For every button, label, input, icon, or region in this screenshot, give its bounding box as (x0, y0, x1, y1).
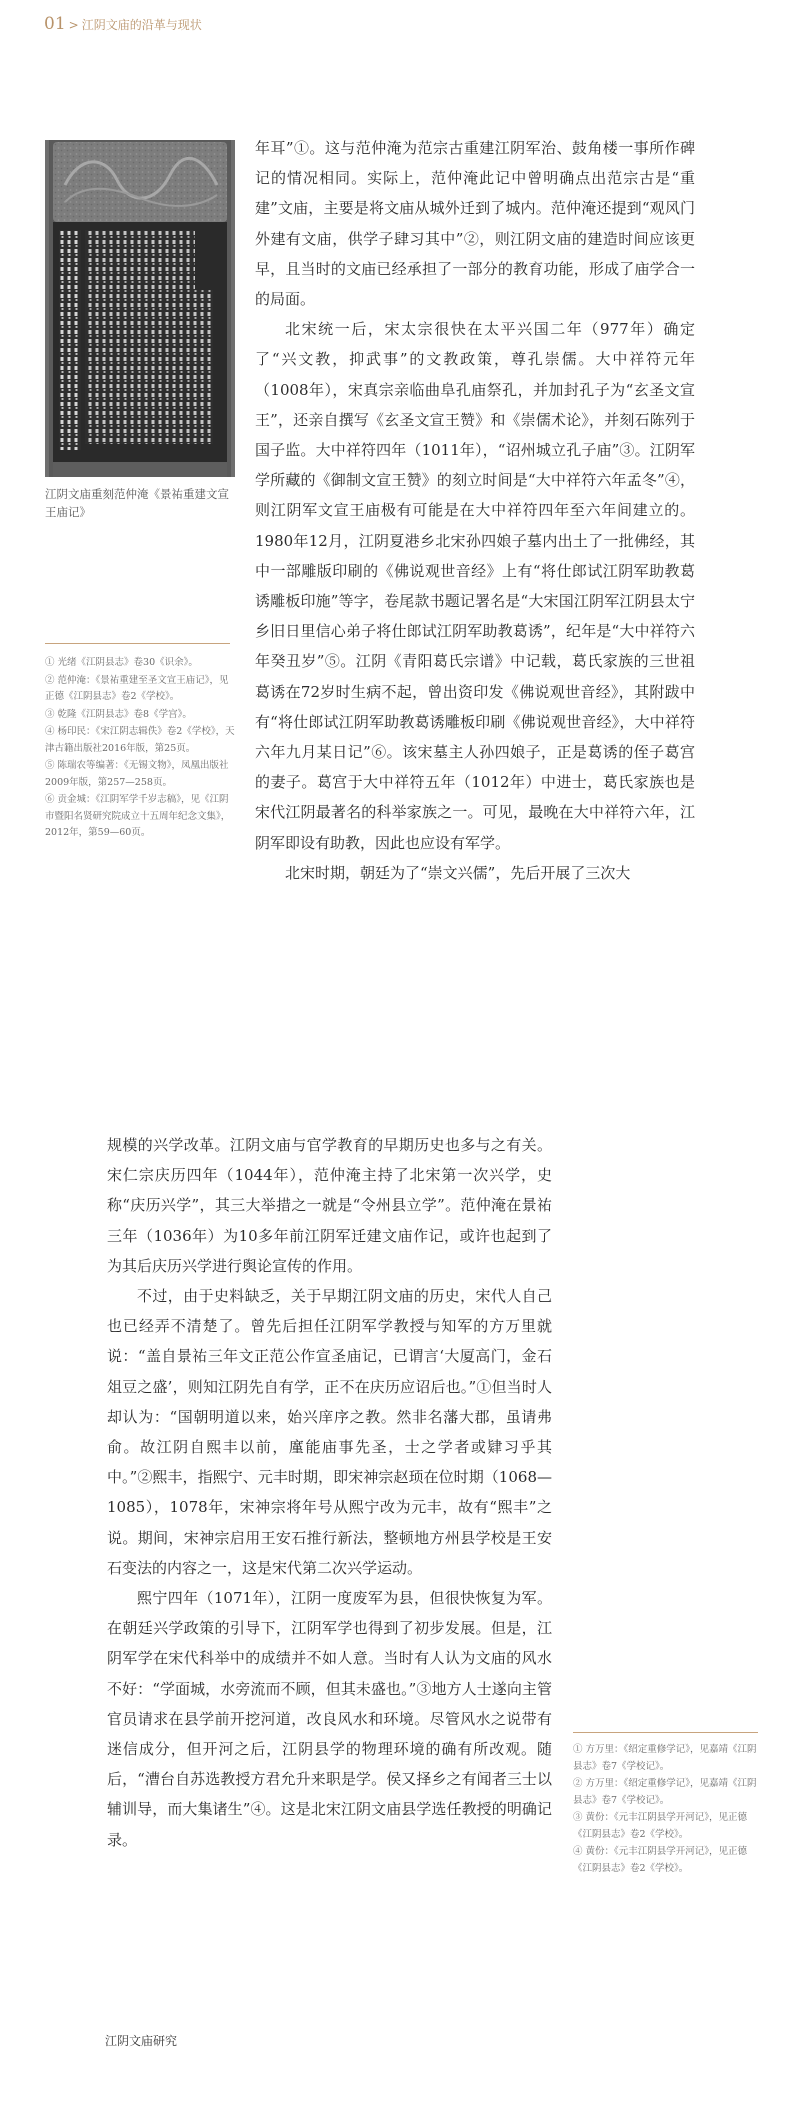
body-paragraph: 北宋统一后，宋太宗很快在太平兴国二年（977年）确定了“兴文教，抑武事”的文教政策，尊孔崇儒。大中祥符元年（1008年），宋真宗亲临曲阜孔庙祭孔，并加封孔子为“玄圣文宣王”，还亲自撰写《玄圣文宣王赞》和《崇儒术论》，并刻石陈列于国子监。大中祥符四年（1011年），“诏州城立孔子庙”③。江阴军学所藏的《御制文宣王赞》的刻立时间是“大中祥符六年孟冬”④，则江阴军文宣王庙极有可能是在大中祥符四年至六年间建立的。1980年12月，江阴夏港乡北宋孙四娘子墓内出土了一批佛经，其中一部雕版印刷的《佛说观世音经》上有“将仕郎试江阴军助教葛诱雕板印施”等字，卷尾款书题记署名是“大宋国江阴军江阴县太宁乡旧日里信心弟子将仕郎试江阴军助教葛诱”，纪年是“大中祥符六年癸丑岁”⑤。江阴《青阳葛氏宗谱》中记载，葛氏家族的三世祖葛诱在72岁时生病不起，曾出资印发《佛说观世音经》，其附跋中有“将仕郎试江阴军助教葛诱雕板印刷《佛说观世音经》，大中祥符六年九月某日记”⑥。该宋墓主人孙四娘子，正是葛诱的侄子葛宫的妻子。葛宫于大中祥符五年（1012年）中进士，葛氏家族也是宋代江阴最著名的科举家族之一。可见，最晚在大中祥符六年，江阴军即设有助教，因此也应设有军学。 (255, 320, 695, 852)
footnotes-top (45, 655, 235, 843)
footnote-item: ④ 杨印民：《宋江阴志辑佚》卷2《学校》，天津古籍出版社2016年版，第25页。 (45, 726, 235, 754)
footnote-item: ⑥ 贡金城：《江阴军学千岁志稿》，见《江阴市暨阳名贤研究院成立十五周年纪念文集》，2012年，第59—60页。 (45, 794, 231, 838)
footnote-item: ② 范仲淹：《景祐重建至圣文宣王庙记》，见正德《江阴县志》卷2《学校》。 (45, 674, 229, 702)
figure-caption: 江阴文庙重刻范仲淹《景祐重建文宣王庙记》 (45, 487, 229, 519)
running-header (44, 14, 202, 34)
footnote-item: ⑤ 陈瑞农等编著：《无锡文物》，凤凰出版社2009年版，第257—258页。 (45, 760, 229, 788)
footnotes-bottom (573, 1742, 758, 1878)
main-text-column-1 (255, 133, 695, 888)
header-separator: > (68, 18, 79, 32)
footnote-item: ① 光绪《江阴县志》卷30《识余》。 (45, 657, 198, 668)
body-paragraph: 熙宁四年（1071年），江阴一度废军为县，但很快恢复为军。在朝廷兴学政策的引导下，江阴军学也得到了初步发展。但是，江阴军学在宋代科举中的成绩并不如人意。当时有人认为文庙的风水不好：“学面城，水旁流而不顾，但其未盛也。”③地方人士遂向主管官员请求在县学前开挖河道，改良风水和环境。尽管风水之说带有迷信成分，但开河之后，江阴县学的物理环境的确有所改观。随后，“漕台自苏选教授方君允升来职是学。侯又择乡之有闻者三士以辅训导，而大集诸生”④。这是北宋江阴文庙县学选任教授的明确记录。 (107, 1589, 552, 1849)
footnote-rule-top (45, 643, 230, 644)
book-title-footer: 江阴文庙研究 (105, 2034, 178, 2048)
stele-image (45, 140, 235, 477)
footnote-item: ③ 黄份：《元丰江阴县学开河记》，见正德《江阴县志》卷2《学校》。 (573, 1812, 748, 1840)
footnote-item: ③ 乾隆《江阴县志》卷8《学宫》。 (45, 708, 192, 720)
main-text-column-2 (107, 1130, 552, 1855)
footnote-item: ④ 黄份：《元丰江阴县学开河记》，见正德《江阴县志》卷2《学校》。 (573, 1846, 748, 1874)
footnote-item: ② 方万里：《绍定重修学记》，见嘉靖《江阴县志》卷7《学校记》。 (573, 1778, 757, 1806)
footnote-rule-bottom (573, 1732, 758, 1733)
body-paragraph: 不过，由于史料缺乏，关于早期江阴文庙的历史，宋代人自己也已经弄不清楚了。曾先后担任江阴军学教授与知军的方万里就说：“盖自景祐三年文正范公作宣圣庙记，已谓言‘大厦高门，金石俎豆之盛’，则知江阴先自有学，正不在庆历应诏后也。”①但当时人却认为：“国朝明道以来，始兴庠序之教。然非名藩大郡，虽请弗俞。故江阴自熙丰以前，廑能庙事先圣，士之学者或肄习乎其中。”②熙丰，指熙宁、元丰时期，即宋神宗赵顼在位时期（1068—1085），1078年，宋神宗将年号从熙宁改为元丰，故有“熙丰”之说。期间，宋神宗启用王安石推行新法，整顿地方州县学校是王安石变法的内容之一，这是宋代第二次兴学运动。 (107, 1287, 552, 1577)
stele-photo (45, 140, 235, 477)
section-title: 江阴文庙的沿革与现状 (81, 18, 202, 32)
body-paragraph: 年耳”①。这与范仲淹为范宗古重建江阴军治、鼓角楼一事所作碑记的情况相同。实际上，范仲淹此记中曾明确点出范宗古是“重建”文庙，主要是将文庙从城外迁到了城内。范仲淹还提到“观风门外建有文庙，供学子肆习其中”②，则江阴文庙的建造时间应该更早，且当时的文庙已经承担了一部分的教育功能，形成了庙学合一的局面。 (255, 139, 695, 309)
page-number: 01 (44, 14, 66, 34)
stele-crown (53, 142, 227, 222)
footnote-item: ① 方万里：《绍定重修学记》，见嘉靖《江阴县志》卷7《学校记》。 (573, 1744, 757, 1772)
body-paragraph: 规模的兴学改革。江阴文庙与官学教育的早期历史也多与之有关。宋仁宗庆历四年（1044年），范仲淹主持了北宋第一次兴学，史称“庆历兴学”，其三大举措之一就是“令州县立学”。范仲淹在景祐三年（1036年）为10多年前江阴军迁建文庙作记，或许也起到了为其后庆历兴学进行舆论宣传的作用。 (107, 1136, 552, 1275)
body-paragraph: 北宋时期，朝廷为了“崇文兴儒”，先后开展了三次大 (285, 863, 631, 882)
